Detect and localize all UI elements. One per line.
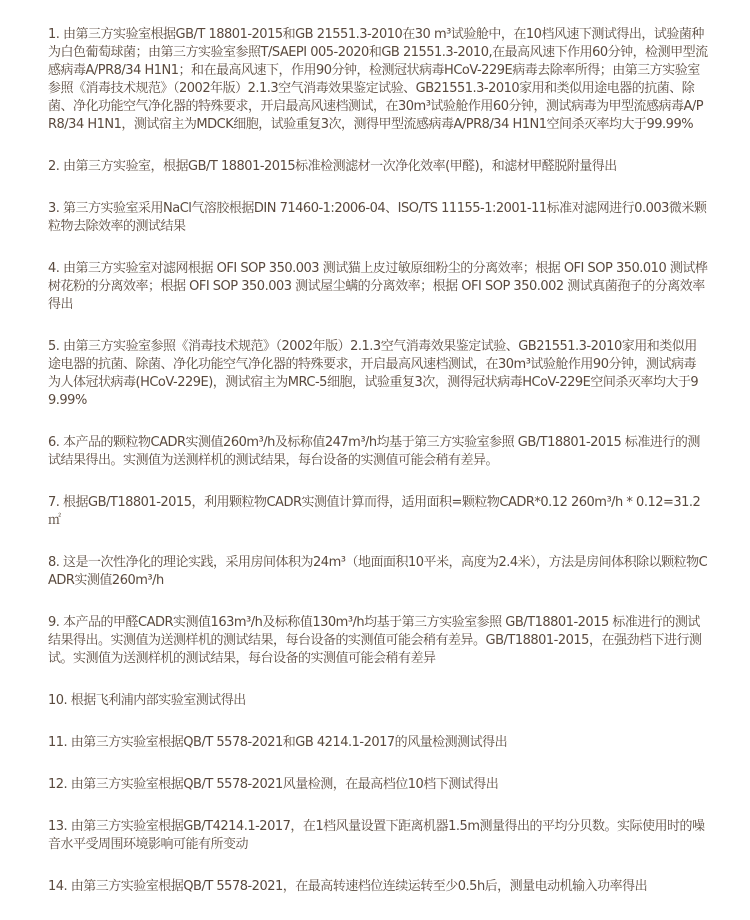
- footnotes-document: [48, 26, 708, 920]
- footnote-5: 5. 由第三方实验室参照《消毒技术规范》（2002年版）2.1.3空气消毒效果鉴定试验、GB21551.3-2010家用和类似用途电器的抗菌、除菌、净化功能空气净化器的特殊要求，开启最高风速档测试，在30m³试验舱作用90分钟，测试病毒为人体冠状病毒(HCoV-229E)，测试宿主为MRC-5细胞，试验重复3次，测得冠状病毒HCoV-229E空间杀灭率均大于99.99%: [48, 339, 699, 408]
- footnote-13: 13. 由第三方实验室根据GB/T4214.1-2017，在1档风量设置下距离机器1.5m测量得出的平均分贝数。实际使用时的噪音水平受周围环境影响可能有所变动: [48, 819, 705, 852]
- footnote-14: 14. 由第三方实验室根据QB/T 5578-2021，在最高转速档位连续运转至少0.5h后，测量电动机输入功率得出: [48, 879, 648, 894]
- footnote-1: 1. 由第三方实验室根据GB/T 18801-2015和GB 21551.3-2010在30 m³试验舱中，在10档风速下测试得出，试验菌种为白色葡萄球菌；由第三方实验室参照T/SAEPI 005-2020和GB 21551.3-2010,在最高风速下作用60分钟，检测甲型流感病毒A/PR8/34 H1N1；和在最高风速下，作用90分钟，检测冠状病毒HCoV-229E病毒去除率所得；由第三方实验室参照《消毒技术规范》（2002年版）2.1.3空气消毒效果鉴定试验、GB21551.3-2010家用和类似用途电器的抗菌、除菌、净化功能空气净化器的特殊要求，开启最高风速档测试，在30m³试验舱作用60分钟，测试病毒为甲型流感病毒A/PR8/34 H1N1，测试宿主为MDCK细胞，试验重复3次，测得甲型流感病毒A/PR8/34 H1N1空间杀灭率均大于99.99%: [48, 27, 708, 132]
- footnote-11: 11. 由第三方实验室根据QB/T 5578-2021和GB 4214.1-2017的风量检测测试得出: [48, 735, 508, 750]
- footnote-6: 6. 本产品的颗粒物CADR实测值260m³/h及标称值247m³/h均基于第三方实验室参照 GB/T18801-2015 标准进行的测试结果得出。实测值为送测样机的测试结果，每台设备的实测值可能会稍有差异。: [48, 435, 700, 468]
- footnote-3: 3. 第三方实验室采用NaCl气溶胶根据DIN 71460-1:2006-04、ISO/TS 11155-1:2001-11标准对滤网进行0.003微米颗粒物去除效率的测试结果: [48, 201, 707, 234]
- footnote-2: 2. 由第三方实验室，根据GB/T 18801-2015标准检测滤材一次净化效率(甲醛)，和滤材甲醛脱附量得出: [48, 159, 617, 174]
- footnote-8: 8. 这是一次性净化的理论实践，采用房间体积为24m³（地面面积10平米，高度为2.4米），方法是房间体积除以颗粒物CADR实测值260m³/h: [48, 555, 708, 588]
- footnote-7: 7. 根据GB/T18801-2015，利用颗粒物CADR实测值计算而得，适用面积=颗粒物CADR*0.12 260m³/h * 0.12=31.2㎡: [48, 495, 701, 528]
- footnote-9: 9. 本产品的甲醛CADR实测值163m³/h及标称值130m³/h均基于第三方实验室参照 GB/T18801-2015 标准进行的测试结果得出。实测值为送测样机的测试结果，每台设备的实测值可能会稍有差异。GB/T18801-2015，在强劲档下进行测试。实测值为送测样机的测试结果，每台设备的实测值可能会稍有差异: [48, 615, 702, 666]
- footnote-4: 4. 由第三方实验室对滤网根据 OFI SOP 350.003 测试猫上皮过敏原细粉尘的分离效率；根据 OFI SOP 350.010 测试桦树花粉的分离效率；根据 OFI SOP 350.003 测试屋尘螨的分离效率；根据 OFI SOP 350.002 测试真菌孢子的分离效率得出: [48, 261, 708, 312]
- footnote-10: 10. 根据飞利浦内部实验室测试得出: [48, 693, 246, 708]
- footnote-12: 12. 由第三方实验室根据QB/T 5578-2021风量检测，在最高档位10档下测试得出: [48, 777, 499, 792]
